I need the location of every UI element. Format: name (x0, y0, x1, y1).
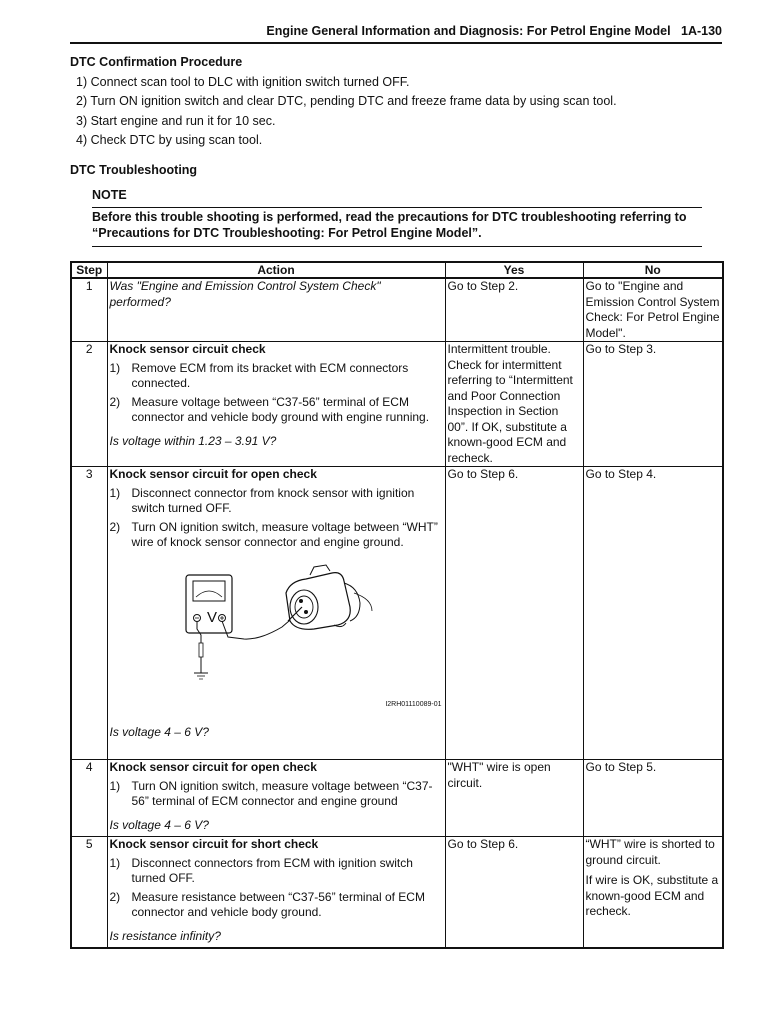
yes-cell: Go to Step 6. (445, 837, 583, 948)
no-cell: Go to Step 3. (583, 342, 723, 467)
action-title: Knock sensor circuit for open check (109, 760, 317, 774)
note-text: Before this trouble shooting is performed, read the precautions for DTC troubleshooting referring to “Precautions for DTC Troubleshooting: For Petrol Engine Model”. (92, 210, 687, 240)
action-cell (107, 342, 445, 467)
action-question: Is voltage within 1.23 – 3.91 V? (109, 433, 277, 448)
action-question: Was "Engine and Emission Control System Check" performed? (109, 279, 381, 309)
meter-v-label: V (206, 608, 217, 626)
table-row (71, 278, 723, 342)
troubleshooting-table (70, 261, 724, 949)
no-cell: Go to Step 4. (583, 467, 723, 760)
action-cell (107, 837, 445, 948)
yes-cell: Go to Step 6. (445, 467, 583, 760)
confirmation-step: 4) Check DTC by using scan tool. (76, 132, 263, 147)
action-item: 1) Remove ECM from its bracket with ECM connectors connected. (109, 360, 409, 390)
yes-cell: Intermittent trouble. Check for intermittent referring to “Intermittent and Poor Connection Inspection in Section 00”. If OK, substitute a known-good ECM and recheck. (445, 342, 583, 467)
no-cell: Go to Step 5. (583, 760, 723, 837)
action-title: Knock sensor circuit check (109, 342, 266, 356)
action-item: 1) Disconnect connectors from ECM with ignition switch turned OFF. (109, 855, 413, 885)
page-number: 1A-130 (681, 24, 722, 38)
table-row (71, 837, 723, 948)
table-header-row (71, 262, 723, 278)
yes-cell: Go to Step 2. (445, 278, 583, 342)
step-number: 3 (71, 467, 107, 760)
header-action: Action (107, 262, 445, 278)
confirmation-step: 1) Connect scan tool to DLC with ignition switch turned OFF. (76, 75, 410, 89)
table-row (71, 760, 723, 837)
figure-code: I2RH01110089-01 (385, 701, 442, 708)
step-number: 2 (71, 342, 107, 467)
action-item: 1) Disconnect connector from knock sensor with ignition switch turned OFF. (109, 485, 415, 515)
action-cell (107, 760, 445, 837)
action-cell (107, 278, 445, 342)
header-step: Step (71, 262, 107, 278)
note-divider (92, 207, 702, 208)
yes-cell: "WHT" wire is open circuit. (445, 760, 583, 837)
no-cell: Go to "Engine and Emission Control System Check: For Petrol Engine Model". (583, 278, 723, 342)
note-divider (92, 246, 702, 247)
table-row (71, 467, 723, 760)
no-extra-text: If wire is OK, substitute a known-good ECM and recheck. (585, 873, 719, 918)
confirmation-step: 2) Turn ON ignition switch and clear DTC, pending DTC and freeze frame data by using scan tool. (76, 94, 617, 109)
step-number: 5 (71, 837, 107, 948)
troubleshooting-title: DTC Troubleshooting (70, 163, 198, 177)
action-item: 2) Measure resistance between “C37-56” terminal of ECM connector and vehicle body ground. (109, 889, 425, 919)
action-title: Knock sensor circuit for open check (109, 467, 317, 481)
action-question: Is voltage 4 – 6 V? (109, 817, 209, 832)
no-cell (583, 837, 723, 948)
confirmation-steps (76, 73, 716, 150)
no-text: “WHT” wire is shorted to ground circuit. (585, 837, 715, 867)
action-title: Knock sensor circuit for short check (109, 837, 319, 851)
action-question: Is voltage 4 – 6 V? (109, 724, 209, 739)
table-row (71, 342, 723, 467)
action-cell (107, 467, 445, 760)
confirmation-title: DTC Confirmation Procedure (70, 55, 243, 69)
step-number: 1 (71, 278, 107, 342)
header-no: No (583, 262, 723, 278)
action-item: 2) Measure voltage between “C37-56” terminal of ECM connector and vehicle body ground with engine running. (109, 394, 430, 424)
action-item: 1) Turn ON ignition switch, measure voltage between “C37-56” terminal of ECM connector and engine ground (109, 778, 433, 808)
action-item: 2) Turn ON ignition switch, measure voltage between “WHT” wire of knock sensor connector and engine ground. (109, 519, 438, 549)
action-question: Is resistance infinity? (109, 928, 221, 943)
note-label: NOTE (92, 188, 127, 202)
page-header (70, 20, 722, 44)
step-number: 4 (71, 760, 107, 837)
confirmation-step: 3) Start engine and run it for 10 sec. (76, 113, 276, 128)
voltmeter-diagram (110, 563, 446, 713)
header-title: Engine General Information and Diagnosis: For Petrol Engine Model 1A-130 (266, 24, 722, 38)
voltmeter-illustration (110, 563, 446, 713)
header-yes: Yes (445, 262, 583, 278)
